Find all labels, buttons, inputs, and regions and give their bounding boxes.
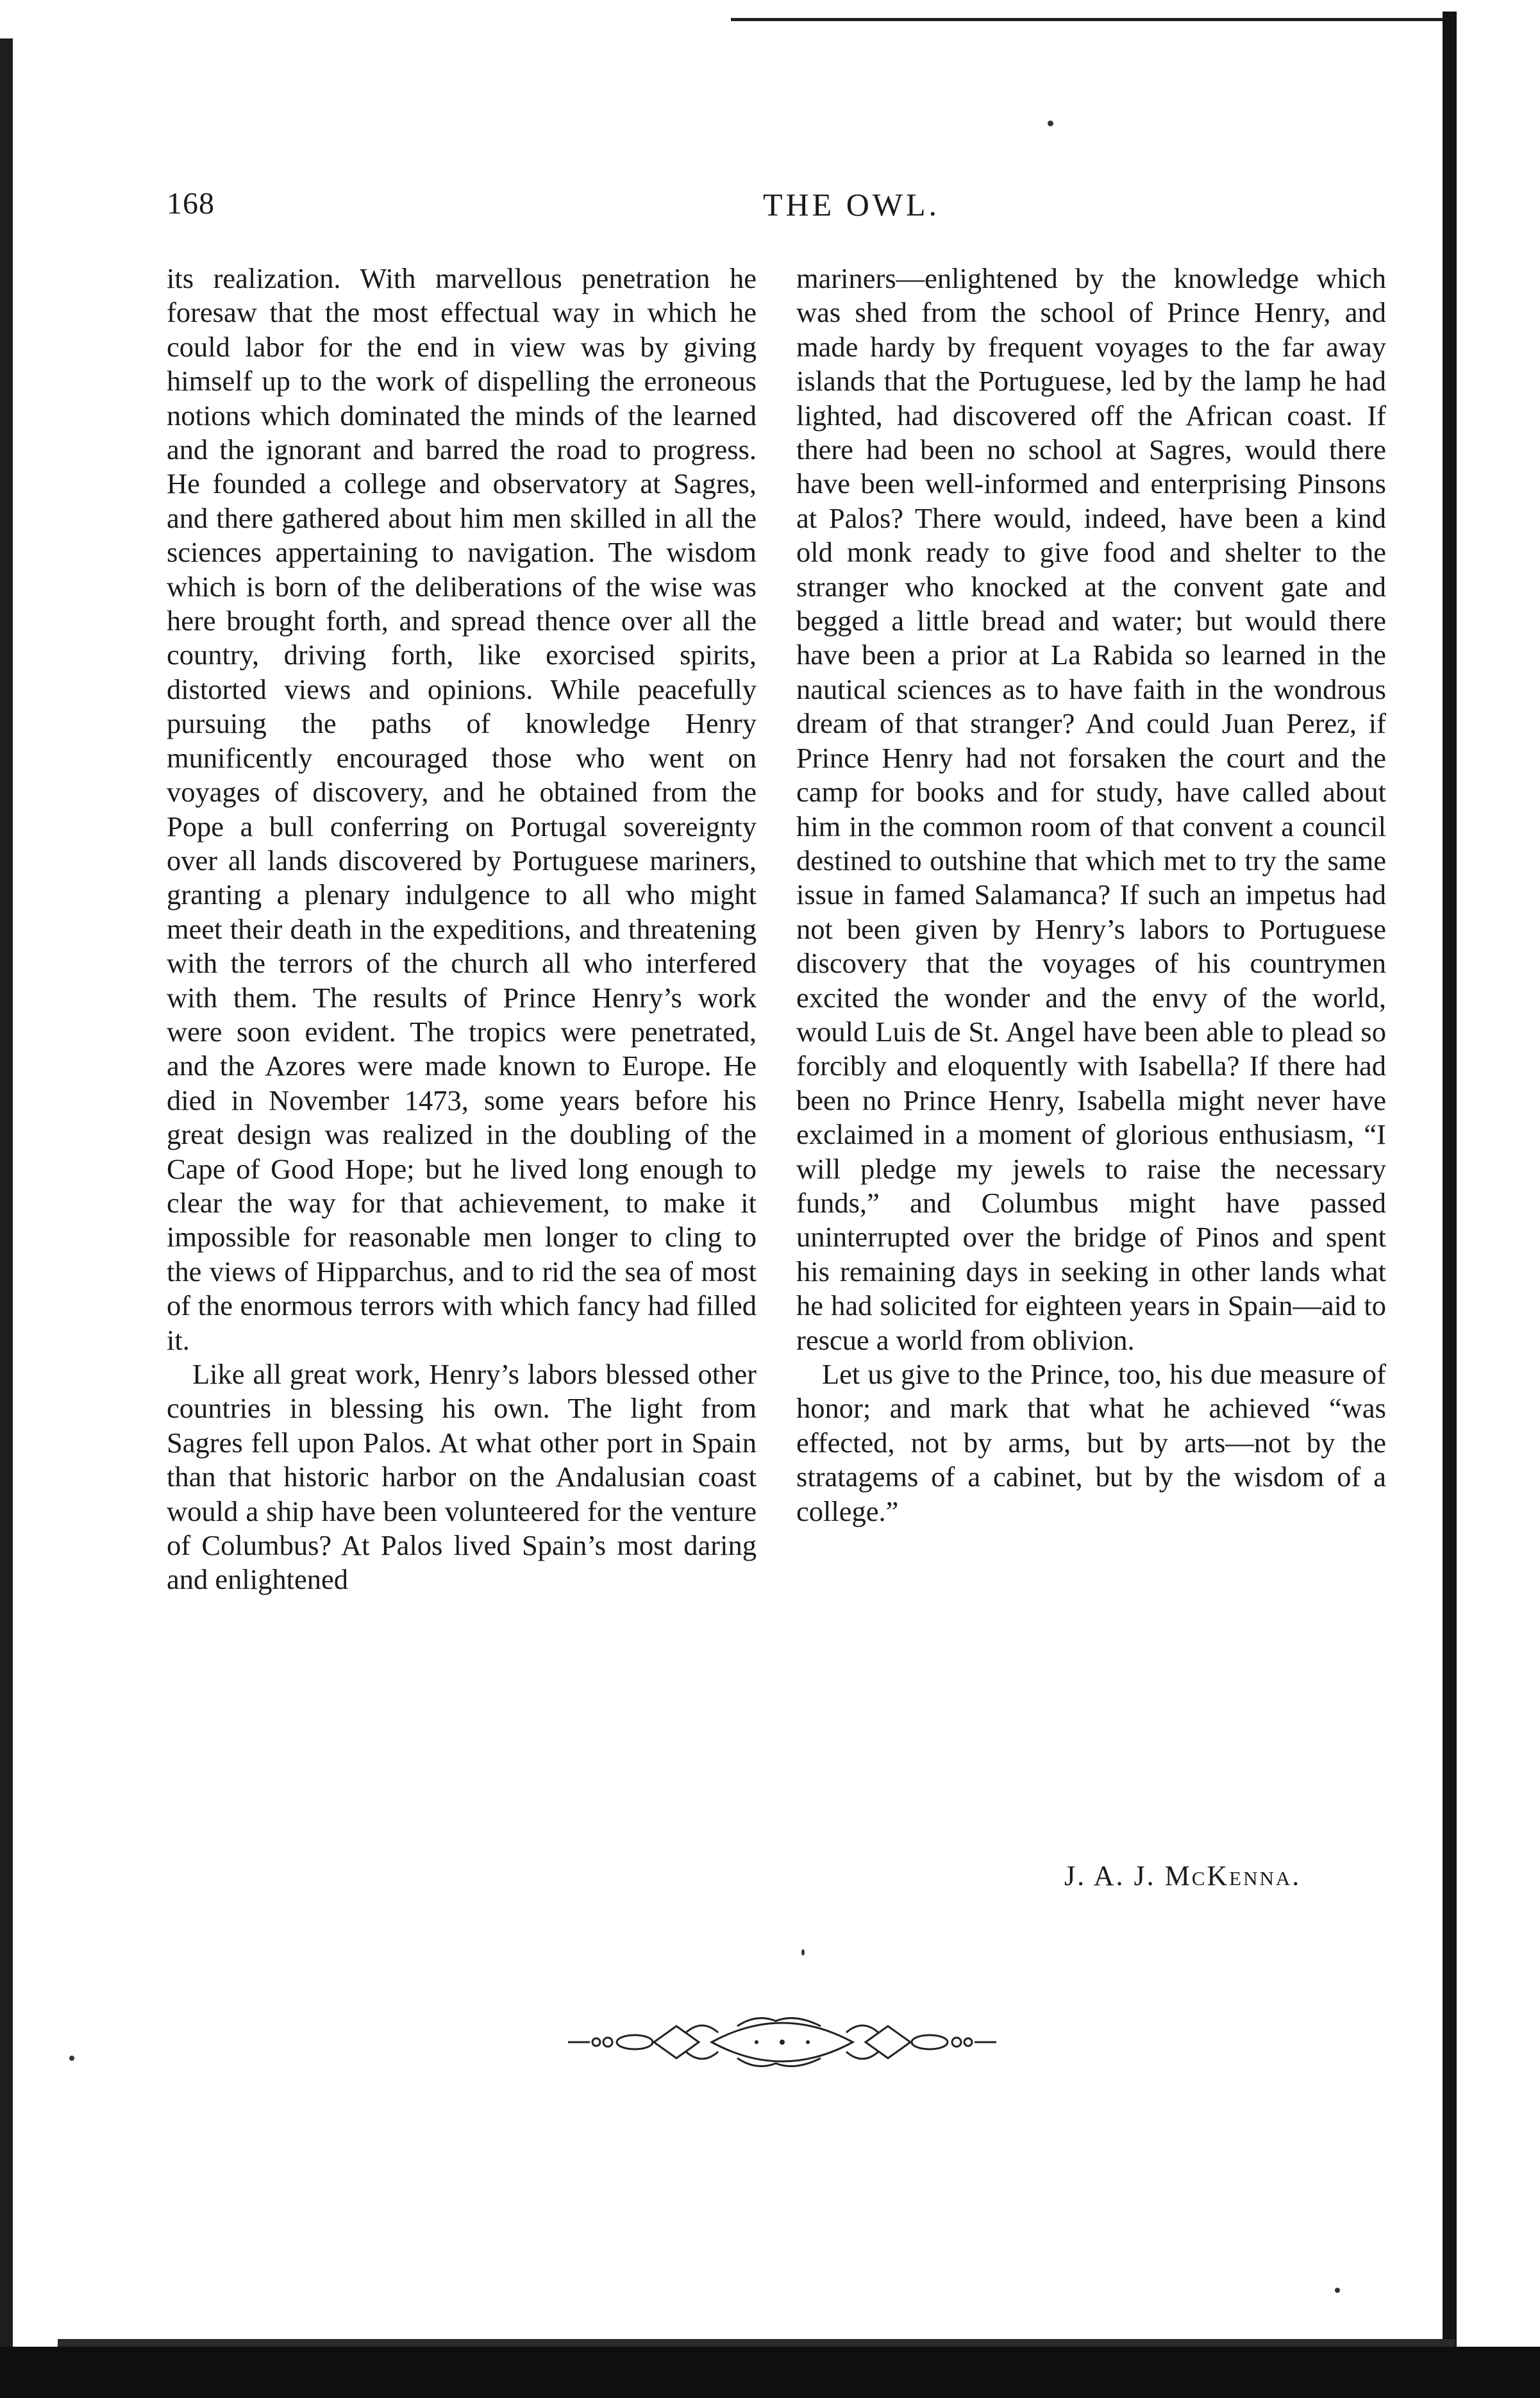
author-signature: J. A. J. McKenna. (1064, 1860, 1301, 1891)
right-column (796, 262, 1386, 1529)
right-paragraph-1: mariners—enlightened by the knowledge which was shed from the school of Prince Henry, and made hardy by frequent voyages to the far away islands that the Portuguese, led by the lamp he had lighted, had discovered off the African coast. If there had been no school at Sagres, would there have been well-informed and enterprising Pinsons at Palos? There would, indeed, have been a kind old monk ready to give food and shelter to the stranger who knocked at the convent gate and begged a little bread and water; but would there have been a prior at La Rabida so learned in the nautical sciences as to have faith in the wondrous dream of that stranger? And could Juan Perez, if Prince Henry had not forsaken the court and the camp for books and for study, have called about him in the common room of that convent a council destined to outshine that which met to try the same issue in famed Salamanca? If such an impetus had not been given by Henry’s labors to Portuguese discovery that the voyages of his countrymen excited the wonder and the envy of the world, would Luis de St. Angel have been able to plead so forcibly and eloquently with Isabella? If there had been no Prince Henry, Isabella might never have exclaimed in a moment of glorious enthusiasm, “I will pledge my jewels to raise the necessary funds,” and Columbus might have passed uninterrupted over the bridge of Pinos and spent his remaining days in seeking in other lands what he had solicited for eighteen years in Spain—aid to rescue a world from oblivion. (796, 262, 1386, 1356)
scan-border-left (0, 38, 13, 2360)
left-paragraph-1: its realization. With marvellous penetration he foresaw that the most effectual way in which he could labor for the end in view was by giving himself up to the work of dispelling the erroneous notions which dominated the minds of the learned and the ignorant and barred the road to progress. He founded a college and observatory at Sagres, and there gathered about him men skilled in all the sciences appertaining to navigation. The wisdom which is born of the deliberations of the wise was here brought forth, and spread thence over all the country, driving forth, like exorcised spirits, distorted views and opinions. While peacefully pursuing the paths of knowledge Henry munificently encouraged those who went on voyages of discovery, and he obtained from the Pope a bull conferring on Portugal sovereignty over all lands discovered by Portuguese mariners, granting a plenary indulgence to all who might meet their death in the expeditions, and threatening with the terrors of the church all who interfered with them. The results of Prince Henry’s work were soon evident. The tropics were penetrated, and the Azores were made known to Europe. He died in November 1473, some years before his great design was realized in the doubling of the Cape of Good Hope; but he lived long enough to clear the way for that achievement, to make it impossible for reasonable men longer to cling to the views of Hipparchus, and to rid the sea of most of the enormous terrors with which fancy had filled it. (167, 262, 757, 1356)
right-paragraph-2: Let us give to the Prince, too, his due measure of honor; and mark that what he achieved “was effected, not by arms, but by arts—not by the stratagems of a cabinet, but by the wisdom of a college.” (796, 1358, 1386, 1527)
scan-speck (801, 1949, 805, 1956)
page-number: 168 (167, 187, 215, 221)
scan-border-bottom (0, 2347, 1540, 2398)
left-column (167, 262, 757, 1597)
scan-speck (1048, 121, 1053, 126)
scan-border-top (731, 18, 1443, 21)
running-head (167, 186, 1410, 237)
tailpiece-ornament-icon (564, 2007, 1000, 2077)
scan-speck (1335, 2288, 1340, 2293)
scan-speck (69, 2056, 74, 2061)
left-paragraph-2: Like all great work, Henry’s labors blessed other countries in blessing his own. The light from Sagres fell upon Palos. At what other port in Spain than that historic harbor on the Andalusian coast would a ship have been volunteered for the venture of Columbus? At Palos lived Spain’s most daring and enlightened (167, 1358, 757, 1596)
scan-border-right (1443, 12, 1457, 2377)
scan-border-bottom-inner (58, 2339, 1455, 2347)
journal-title: THE OWL. (763, 187, 941, 222)
